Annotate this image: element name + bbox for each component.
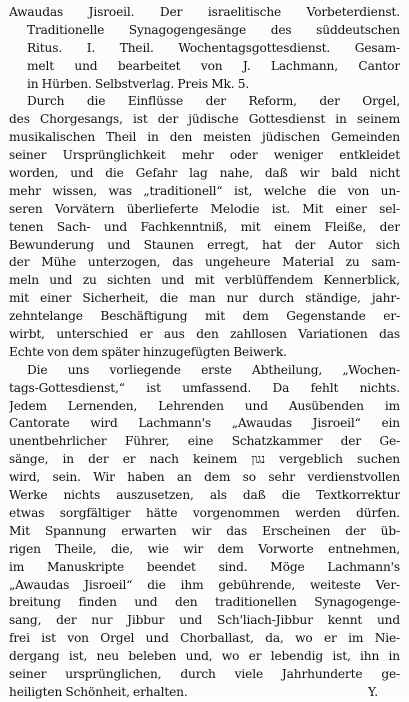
author-signature: Y. <box>367 684 378 699</box>
paragraph-2-line-10: Mit Spannung erwarten wir das Erscheinen der üb- <box>9 523 400 538</box>
paragraph-2-line-3: Jedem Lernenden, Lehrenden und Ausübenden im <box>9 398 400 413</box>
paragraph-2-line-12: im Manuskripte beendet sind. Möge Lachmann's <box>9 559 400 574</box>
review-heading-line-3: Ritus. I. Theil. Wochentagsgottesdienst. Gesam- <box>27 40 400 55</box>
paragraph-1-line-14: wirbt, unterschied er aus den zahllosen Variationen das <box>9 327 400 342</box>
paragraph-1-line-3: musikalischen Theil in den meisten jüdischen Gemeinden <box>9 130 400 145</box>
paragraph-1-line-10: der Mühe unterzogen, das ungeheure Material zu sam- <box>9 255 400 270</box>
paragraph-2-line-7: wird, sein. Wir haben an dem so sehr verdienstvollen <box>9 470 400 485</box>
paragraph-2-line-19: heiligten Schönheit, erhalten. <box>9 684 188 699</box>
paragraph-1-line-5: worden, und die Gefahr lag nahe, daß wir bald nicht <box>9 166 400 181</box>
paragraph-1-line-13: zehntelange Beschäftigung mit dem Gegenstande er- <box>9 309 400 324</box>
paragraph-2-line-18: seiner ursprünglichen, durch viele Jahrhunderte ge- <box>9 666 400 681</box>
paragraph-2-line-5: unentbehrlicher Führer, eine Schatzkammer der Ge- <box>9 434 400 449</box>
paragraph-2-line-9: etwas sorgfältiger hätte vorgenommen werden dürfen. <box>9 505 400 520</box>
paragraph-2-line-16: frei ist von Orgel und Chorballast, da, wo er im Nie- <box>9 631 400 646</box>
review-heading-line-4: melt und bearbeitet von J. Lachmann, Cantor <box>27 58 400 73</box>
paragraph-1-line-12: mit einer Sicherheit, die man nur durch ständige, jahr- <box>9 291 400 306</box>
paragraph-1-line-11: meln und zu sichten und mit verblüffendem Kennerblick, <box>9 273 400 288</box>
paragraph-1-line-2: des Chorgesangs, ist der jüdische Gottesdienst in seinem <box>9 112 400 127</box>
paragraph-2-line-6: sänge, in der er nach keinem נגון vergeblich suchen <box>9 452 400 467</box>
paragraph-2-line-15: sang, der nur Jibbur und Sch'liach-Jibbur kennt und <box>9 613 400 628</box>
book-review-column <box>9 4 400 702</box>
paragraph-1-line-7: seren Vorvätern überlieferte Melodie ist. Mit einer sel- <box>9 201 400 216</box>
paragraph-2-line-4: Cantorate wird Lachmann's „Awaudas Jisroeil“ ein <box>9 416 400 431</box>
paragraph-1-line-9: Bewunderung und Staunen erregt, hat der Autor sich <box>9 237 400 252</box>
paragraph-1-line-8: tenen Sach- und Fachkenntniß, mit einem Fleiße, der <box>9 219 400 234</box>
paragraph-2-line-14: breitung finden und den traditionellen Synagogenge- <box>9 595 400 610</box>
paragraph-1-line-6: mehr wissen, was „traditionell“ ist, welche die von un- <box>9 183 400 198</box>
paragraph-2-line-11: rigen Theile, die, wie wir dem Vorworte entnehmen, <box>9 541 400 556</box>
paragraph-2-line-13: „Awaudas Jisroeil“ die ihm gebührende, weiteste Ver- <box>9 577 400 592</box>
paragraph-1-line-1: Durch die Einflüsse der Reform, der Orgel, <box>27 94 400 109</box>
paragraph-2-line-17: dergang ist, neu beleben und, wo er lebendig ist, ihn in <box>9 649 400 664</box>
review-heading-line-1: Awaudas Jisroeil. Der israelitische Vorbeterdienst. <box>9 5 400 19</box>
paragraph-2-line-1: Die uns vorliegende erste Abtheilung, „Wochen- <box>27 362 400 377</box>
review-heading-line-2: Traditionelle Synagogengesänge des süddeutschen <box>27 22 400 37</box>
paragraph-2-line-8: Werke nichts auszusetzen, als daß die Textkorrektur <box>9 488 400 503</box>
paragraph-1-line-15: Echte von dem später hinzugefügten Beiwerk. <box>9 344 287 359</box>
review-heading-line-5: in Hürben. Selbstverlag. Preis Mk. 5. <box>27 76 250 91</box>
paragraph-2-line-2: tags-Gottesdienst,“ ist umfassend. Da fehlt nichts. <box>9 380 400 395</box>
paragraph-1-line-4: seiner Ursprünglichkeit mehr oder weniger entkleidet <box>9 148 400 163</box>
